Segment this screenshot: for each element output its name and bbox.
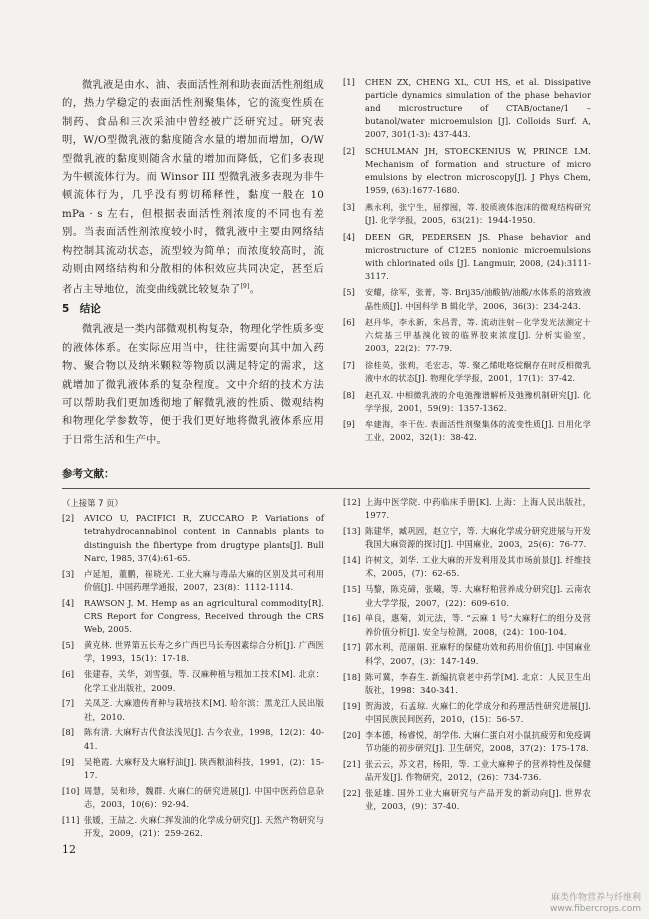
reference-number: [17] [343,642,361,653]
reference-text: SCHULMAN JH, STOECKENIUS W, PRINCE LM. Mechanism of formation and structure of micro emulsions by electron microscopy[J]. J Phys Chem, 1959, (63):1677-1680. [365,145,591,196]
reference-number: [12] [343,497,361,507]
reference-number: [4] [62,597,75,608]
reference-list-continued-right [343,496,591,816]
reference-number: [10] [62,785,80,796]
reference-text: 赵孔双. 中相微乳液的介电弛豫谱解析及弛豫机制研究[J]. 化学学报，2001，59(9)：1357-1362. [365,389,591,413]
reference-text: 安耀，徐军，张菁，等. Brij35/油酸钠/油酸/水体系的溶致液晶性质[J]. 中国科学 B 辑化学，2006，36(3)：234-243. [365,287,591,311]
paragraph-text: 微乳液是由水、油、表面活性剂和助表面活性剂组成的，热力学稳定的表面活性剂聚集体，它的流变性质在制药、食品和三次采油中曾经被广泛研究过。研究表明，W/O型微乳液的黏度随含水量的增加而增加，O/W 型微乳液的黏度则随含水量的增加而降低，它们多表现为牛顿流体行为。而 Winsor III 型微乳液多表现为非牛顿流体行为，几乎没有剪切稀释性，黏度一般在 10 mPa · s 左右，但根据表面活性剂浓度的不同也有差别。当表面活性剂浓度较小时，微乳液中主要由网络结构控制其流动状态，流型较为简单；而浓度较高时，流动则由网络结构和分散相的体积效应共同决定，甚至后者占主导地位，流变曲线就比较复杂了 [62,79,324,296]
reference-item [343,525,591,552]
reference-number: [21] [343,758,361,769]
reference-item [343,758,591,785]
reference-text: CHEN ZX, CHENG XL, CUI HS, et al. Dissipative particle dynamics simulation of the phase behavior and microstructure of CTAB/octane/1 – butanol/water microemulsion [J]. Colloids Surf. A, 2007, 301(1-3): 437-443. [365,77,591,140]
reference-item [343,583,591,610]
page-number: 12 [62,843,76,856]
body-text-column [62,76,324,449]
reference-item [62,814,324,841]
reference-number: [2] [62,513,75,523]
reference-item [343,729,591,756]
reference-item [343,418,591,444]
reference-number: [3] [62,568,75,579]
reference-item [343,389,591,415]
reference-item [343,641,591,668]
reference-number: [15] [343,584,361,595]
reference-text: AVICO U, PACIFICI R, ZUCCARO P. Variations of tetrahydrocannabinol content in Cannabis plants to distinguish the fibertype from drugtype plants[J]. Bull Narc, 1985, 37(4):61-65. [84,513,324,563]
section-heading-conclusion: 5 结论 [62,303,101,316]
reference-number: [3] [343,201,355,212]
reference-number: [16] [343,613,361,624]
reference-text: 许树文，刘华. 工业大麻的开发利用及其市场前景[J]. 纤维技术，2005，(7)：62-65. [365,555,591,579]
body-paragraph-rheology [62,76,324,299]
reference-item [62,785,324,812]
reference-item [343,316,591,355]
reference-number: [6] [62,669,75,680]
reference-number: [7] [62,698,75,709]
continued-label: （上接第 7 页） [62,498,123,508]
reference-number: [2] [343,145,355,156]
reference-text: 燕永利，张宁生，屈撑囤，等. 胶质液体泡沫的微观结构研究[J]. 化学学报，2005，63(21)：1944-1950. [365,201,591,225]
reference-text: 黄克林. 世界第五长寿之乡广西巴马长寿因素综合分析[J]. 广西医学，1993，15(1)：17-18. [84,640,324,664]
reference-number: [5] [62,640,75,651]
reference-item [62,726,324,753]
reference-text: 周慧，吴和珍，魏群. 火麻仁的研究进展[J]. 中国中医药信息杂志，2003，10(6)：92-94. [84,785,324,809]
reference-item [343,787,591,814]
reference-text: 郭水利，范丽娟. 亚麻籽的保健功效和药用价值[J]. 中国麻业科学，2007，(3)：147-149. [365,642,591,666]
reference-item [62,512,324,565]
watermark [550,893,641,915]
reference-text: 张媛，王喆之. 火麻仁挥发油的化学成分研究[J]. 天然产物研究与开发，2009，(21)：259-262. [84,814,324,839]
references-title: 参考文献： [62,468,115,480]
reference-item [343,496,591,523]
reference-item [343,76,591,141]
reference-text: 李本德，杨睿悦，胡学伟. 大麻仁蛋白对小鼠抗疲劳和免疫调节功能的初步研究[J]. 卫生研究，2008，37(2)：175-178. [365,729,591,754]
reference-item [62,668,324,695]
reference-text: 吴艳霞. 大麻籽及大麻籽油[J]. 陕西粮油科技，1991，(2)：15-17. [84,756,324,780]
reference-number: [11] [62,814,80,825]
reference-text: 关凤芝. 大麻遗传育种与栽培技术[M]. 哈尔滨：黑龙江人民出版社，2010. [84,698,324,722]
reference-number: [13] [343,526,361,537]
reference-list-continued-left [62,496,324,843]
reference-item [343,231,591,283]
reference-number: [8] [62,727,75,738]
reference-text: 张延雄. 国外工业大麻研究与产品开发的新动向[J]. 世界农业，2003，(9)：37-40. [365,787,591,812]
reference-item [62,756,324,783]
reference-item [343,145,591,197]
reference-text: 卢延旭，董鹏，崔晓光. 工业大麻与毒品大麻的区别及其可利用价值[J]. 中国药理学通报，2007，23(8)：1112-1114. [84,568,324,592]
reference-text: 赵丹华，李永新，朱昌青，等. 流动注射－化学发光法测定十六烷基三甲基溴化铵的临界胶束浓度[J]. 分析实验室，2003，22(2)：77-79. [365,317,591,354]
citation-mark: [9] [240,283,250,291]
reference-item [343,359,591,385]
body-paragraph-conclusion: 微乳液是一类内部微观机构复杂，物理化学性质多变的液体体系。在实际应用当中，往往需要向其中加入药物、聚合物以及纳米颗粒等物质以满足特定的需求，这就增加了微乳液体系的复杂程度。文中介绍的技术方法可以帮助我们更加透彻地了解微乳液的性质、微观结构和物理化学参数等，便于我们更好地将微乳液体系应用于日常生活和生产中。 [62,323,324,446]
watermark-line-1: 麻类作物营养与纤维利 [550,893,641,903]
reference-text: 张建春，关华，刘雪强，等. 汉麻种植与粗加工技术[M]. 北京：化学工业出版社，2009. [84,669,324,693]
reference-text: 上海中医学院. 中药临床手册[K]. 上海：上海人民出版社，1977. [365,497,591,521]
reference-text: 陈建华，臧巩固，赵立宁，等. 大麻化学成分研究进展与开发我国大麻资源的探讨[J]. 中国麻业，2003，25(6)：76-77. [365,526,591,550]
reference-number: [9] [343,419,355,430]
paragraph-end: 。 [249,283,261,296]
watermark-line-2: www.fibercrops.com [550,904,641,914]
reference-number: [4] [343,231,355,242]
reference-number: [22] [343,787,361,798]
reference-text: 贺海波，石孟琼. 火麻仁的化学成分和药理活性研究进展[J]. 中国民族民间医药，2010，(15)：56-57. [365,700,591,724]
reference-text: 陈可冀，李春生. 新编抗衰老中药学[M]. 北京：人民卫生出版社，1998：340-341. [365,671,591,695]
reference-number: [20] [343,729,361,740]
reference-text: RAWSON J. M. Hemp as an agricultural commodity[R]. CRS Report for Congress, Received through the CRS Web, 2005. [84,597,324,635]
reference-text: DEEN GR, PEDERSEN JS. Phase behavior and microstructure of C12E5 nonionic microemulsions with chlorinated oils [J]. Langmuir, 2008, (24):3111-3117. [365,231,591,281]
reference-number: [7] [343,359,355,370]
reference-number: [19] [343,700,361,711]
reference-text: 单良，惠菊，刘元法，等. “云麻 1 号”大麻籽仁的组分及营养价值分析[J]. 安全与检测，2008，(24)：100-104. [365,613,591,637]
reference-number: [5] [343,287,355,298]
reference-item [343,286,591,312]
reference-item [343,201,591,227]
reference-item [62,697,324,724]
reference-item [62,597,324,637]
reference-item [343,700,591,727]
reference-item [62,568,324,595]
reference-item [343,554,591,581]
reference-text: 陈有清. 大麻籽古代食法浅见[J]. 古今农业，1998，12(2)：40-41. [84,727,324,751]
reference-number: [1] [343,77,355,87]
reference-number: [8] [343,389,355,400]
reference-text: 徐桂英，张莉，毛宏志，等. 聚乙烯吡咯烷酮存在时反相微乳液中水的状态[J]. 物理化学学报，2001，17(1)：37-42. [365,359,591,383]
reference-number: [6] [343,317,355,328]
reference-text: 张云云，苏文君，杨阳，等. 工业大麻种子的营养特性及保健品开发[J]. 作物研究，2012，(26)：734-736. [365,758,591,783]
reference-text: 牟建海，李干佐. 表面活性剂聚集体的流变性质[J]. 日用化学工业，2002，32(1)：38-42. [365,419,591,443]
reference-item [343,671,591,698]
reference-list-top [343,76,591,448]
reference-item [343,612,591,639]
reference-number: [9] [62,756,75,767]
reference-item [62,639,324,666]
reference-number: [14] [343,555,361,566]
reference-number: [18] [343,671,361,682]
divider-line [62,488,590,489]
reference-text: 马黎，陈克碲，张曦，等. 大麻籽粕营养成分研究[J]. 云南农业大学学报，2007，(22)：609-610. [365,584,591,608]
